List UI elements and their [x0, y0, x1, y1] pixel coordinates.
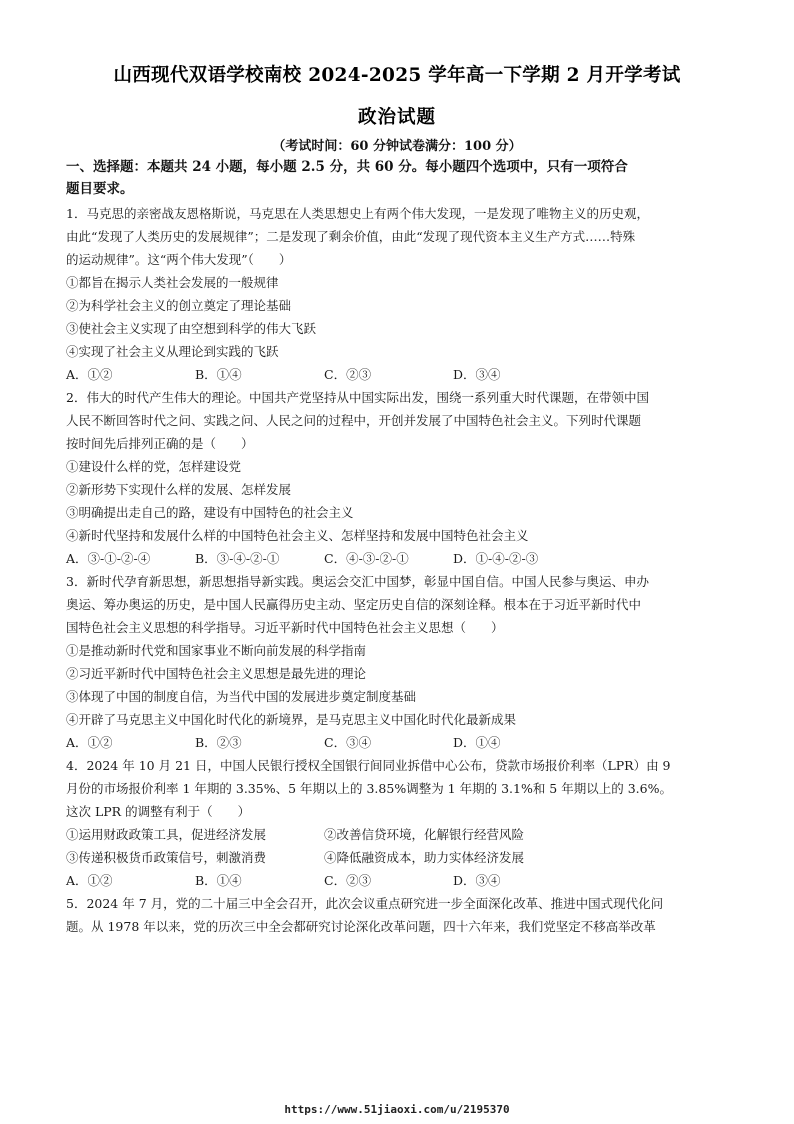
- question-2-statement: ④新时代坚持和发展什么样的中国特色社会主义、怎样坚持和发展中国特色社会主义: [66, 528, 529, 543]
- question-3-statement: ④开辟了马克思主义中国化时代化的新境界，是马克思主义中国化时代化最新成果: [66, 712, 517, 727]
- exam-title: [0, 61, 794, 87]
- question-5-stem: 5．2024 年 7 月，党的二十届三中全会召开，此次会议重点研究进一步全面深化改革、推进中国式现代化问: [66, 896, 664, 911]
- option-b: B．③-④-②-①: [195, 551, 280, 566]
- question-1-stem: 1．马克思的亲密战友恩格斯说，马克思在人类思想史上有两个伟大发现，一是发现了唯物主义的历史观，: [66, 206, 649, 221]
- question-2-stem: 按时间先后排列正确的是（ ）: [66, 436, 254, 451]
- question-3-statement: ②习近平新时代中国特色社会主义思想是最先进的理论: [66, 666, 367, 681]
- option-b: B．①④: [195, 367, 242, 382]
- footer-url: https://www.51jiaoxi.com/u/2195370: [284, 1103, 510, 1116]
- option-c: C．②③: [324, 367, 372, 382]
- option-d: D．①④: [453, 735, 501, 750]
- question-1-statement: ②为科学社会主义的创立奠定了理论基础: [66, 298, 292, 313]
- section-heading: 一、选择题：本题共 24 小题，每小题 2.5 分，共 60 分。每小题四个选项中，只有一项符合: [66, 159, 628, 175]
- question-1-statement: ①都旨在揭示人类社会发展的一般规律: [66, 275, 279, 290]
- question-2-statement: ①建设什么样的党，怎样建设党: [66, 459, 242, 474]
- option-d: D．①-④-②-③: [453, 551, 539, 566]
- question-1-statement: ④实现了社会主义从理论到实践的飞跃: [66, 344, 279, 359]
- question-4-stem: 这次 LPR 的调整有利于（ ）: [66, 804, 251, 819]
- question-2-statement: ③明确提出走自己的路，建设有中国特色的社会主义: [66, 505, 354, 520]
- question-4-statement: ②改善信贷环境，化解银行经营风险: [324, 827, 525, 842]
- option-c: C．④-③-②-①: [324, 551, 409, 566]
- question-3-stem: 3．新时代孕育新思想，新思想指导新实践。奥运会交汇中国梦，彰显中国自信。中国人民参与奥运、申办: [66, 574, 649, 589]
- exam-subject-title: [0, 103, 794, 129]
- question-2-statement: ②新形势下实现什么样的发展、怎样发展: [66, 482, 292, 497]
- question-4-stem: 月份的市场报价利率 1 年期的 3.35%、5 年期以上的 3.85%调整为 1 年期的 3.1%和 5 年期以上的 3.6%。: [66, 781, 672, 796]
- option-c: C．②③: [324, 873, 372, 888]
- option-a: A．③-①-②-④: [66, 551, 151, 566]
- question-4-stem: 4．2024 年 10 月 21 日，中国人民银行授权全国银行间同业拆借中心公布，贷款市场报价利率（LPR）由 9: [66, 758, 671, 773]
- question-5-stem: 题。从 1978 年以来，党的历次三中全会都研究讨论深化改革问题，四十六年来，我们党坚定不移高举改革: [66, 919, 656, 934]
- question-4-statement: ①运用财政政策工具，促进经济发展: [66, 827, 267, 842]
- question-2-stem: 2．伟大的时代产生伟大的理论。中国共产党坚持从中国实际出发，围绕一系列重大时代课题，在带领中国: [66, 390, 649, 405]
- option-c: C．③④: [324, 735, 372, 750]
- question-3-stem: 国特色社会主义思想的科学指导。习近平新时代中国特色社会主义思想（ ）: [66, 620, 504, 635]
- question-3-statement: ③体现了中国的制度自信，为当代中国的发展进步奠定制度基础: [66, 689, 417, 704]
- exam-info: （考试时间：60 分钟试卷满分：100 分）: [272, 139, 522, 154]
- option-a: A．①②: [66, 367, 113, 382]
- question-4-statement: ④降低融资成本，助力实体经济发展: [324, 850, 525, 865]
- option-a: A．①②: [66, 735, 113, 750]
- question-2-stem: 人民不断回答时代之问、实践之问、人民之问的过程中，开创并发展了中国特色社会主义。下列时代课题: [66, 413, 642, 428]
- option-d: D．③④: [453, 367, 501, 382]
- question-4-statement: ③传递积极货币政策信号，刺激消费: [66, 850, 267, 865]
- option-a: A．①②: [66, 873, 113, 888]
- question-3-statement: ①是推动新时代党和国家事业不断向前发展的科学指南: [66, 643, 367, 658]
- title-text: 山西现代双语学校南校 2024-2025 学年高一下学期 2 月开学考试: [113, 65, 681, 86]
- question-1-statement: ③使社会主义实现了由空想到科学的伟大飞跃: [66, 321, 317, 336]
- title-text: 政治试题: [357, 107, 436, 128]
- section-heading-cont: 题目要求。: [66, 181, 134, 197]
- option-b: B．①④: [195, 873, 242, 888]
- question-3-stem: 奥运、筹办奥运的历史，是中国人民赢得历史主动、坚定历史自信的深刻诠释。根本在于习近平新时代中: [66, 597, 642, 612]
- option-d: D．③④: [453, 873, 501, 888]
- option-b: B．②③: [195, 735, 242, 750]
- question-1-stem: 的运动规律”。这“两个伟大发现”（ ）: [66, 252, 292, 267]
- question-1-stem: 由此“发现了人类历史的发展规律”；二是发现了剩余价值，由此“发现了现代资本主义生产方式……特殊: [66, 229, 636, 244]
